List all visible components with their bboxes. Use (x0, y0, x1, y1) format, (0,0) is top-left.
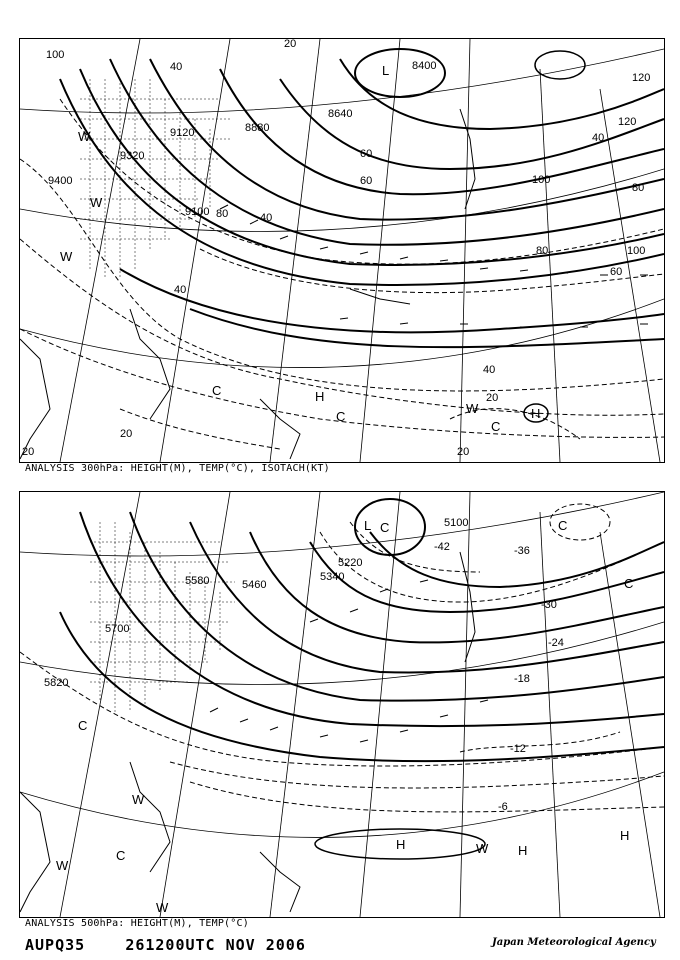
temperature-label: -18 (514, 673, 530, 685)
isotach-label: 20 (120, 428, 133, 440)
coastlines (20, 552, 475, 912)
isotach-label: 60 (610, 266, 623, 278)
isotach-label: 60 (360, 148, 373, 160)
isotach-label: 40 (483, 364, 496, 376)
isotach-label: 100 (46, 49, 65, 61)
pressure-system-marker: L (364, 518, 372, 533)
caption-500hpa: ANALYSIS 500hPa: HEIGHT(M), TEMP(°C) (25, 918, 249, 929)
temperature-hatch (80, 79, 230, 279)
height-label: 5700 (105, 623, 130, 635)
isotach-label: 20 (22, 446, 35, 458)
product-id: AUPQ35 (25, 936, 86, 954)
isotach-label: 20 (284, 39, 297, 50)
isotach-label: 40 (260, 212, 273, 224)
pressure-system-marker: C (558, 518, 568, 533)
wind-barbs (220, 205, 648, 327)
temperature-label: -30 (541, 599, 557, 611)
pressure-system-marker: W (90, 195, 103, 210)
isotach-label: 40 (174, 284, 187, 296)
height-label: 5820 (44, 677, 69, 689)
height-label-group (48, 60, 436, 218)
isotach-label: 60 (360, 175, 373, 187)
caption-300hpa: ANALYSIS 300hPa: HEIGHT(M), TEMP(°C), ISOTACH(KT) (25, 463, 330, 474)
isotach-label: 80 (632, 182, 645, 194)
temperature-label: -12 (510, 743, 526, 755)
isotach-label: 100 (532, 174, 551, 186)
pressure-system-marker: W (476, 841, 489, 856)
map-500hpa-canvas (20, 492, 664, 917)
product-header (25, 936, 306, 954)
height-label: 5340 (320, 571, 345, 583)
isotach-label: 80 (536, 245, 549, 257)
height-label: 5580 (185, 575, 210, 587)
chart-300hpa (19, 38, 665, 463)
height-label: 5100 (444, 517, 469, 529)
isotach-label: 80 (216, 208, 229, 220)
temperature-label: -24 (548, 637, 564, 649)
pressure-system-marker: C (116, 848, 126, 863)
pressure-system-marker: C (78, 718, 88, 733)
height-contours (60, 512, 664, 761)
height-label: 9120 (170, 127, 195, 139)
valid-time: 261200UTC NOV 2006 (125, 936, 306, 954)
temperature-label: -6 (498, 801, 508, 813)
isotach-label: 40 (170, 61, 183, 73)
isotach-label: 100 (627, 245, 646, 257)
pressure-system-marker: C (491, 419, 501, 434)
wind-barbs (210, 580, 488, 742)
isotach-label: 120 (632, 72, 651, 84)
isotach-label: 40 (592, 132, 605, 144)
height-label: 9100 (185, 206, 210, 218)
pressure-system-marker: C (380, 520, 390, 535)
pressure-system-marker: L (382, 63, 390, 78)
pressure-system-marker: W (56, 858, 69, 873)
pressure-system-marker: W (132, 792, 145, 807)
height-label: 5460 (242, 579, 267, 591)
pressure-system-marker: H (518, 843, 528, 858)
pressure-system-marker: H (620, 828, 630, 843)
pressure-system-marker: C (336, 409, 346, 424)
pressure-system-marker: H (396, 837, 406, 852)
isotach-label: 120 (618, 116, 637, 128)
pressure-system-marker: W (466, 401, 479, 416)
isotach-label-group (22, 39, 650, 458)
pressure-system-marker: W (78, 129, 91, 144)
chart-500hpa (19, 491, 665, 918)
isotach-label: 20 (486, 392, 499, 404)
pressure-system-marker: C (212, 383, 222, 398)
height-label: 8880 (245, 122, 270, 134)
height-label: 8640 (328, 108, 353, 120)
height-label: 5220 (338, 557, 363, 569)
pressure-system-marker: W (156, 900, 169, 915)
pressure-system-marker: C (624, 576, 634, 591)
height-contours (60, 59, 664, 347)
isotach-label: 20 (457, 446, 470, 458)
pressure-system-marker: H (531, 406, 541, 421)
height-label: 8400 (412, 60, 437, 72)
pressure-system-marker: W (60, 249, 73, 264)
agency-credit: Japan Meteorological Agency (492, 937, 656, 948)
pressure-system-marker: H (315, 389, 325, 404)
map-300hpa-canvas (20, 39, 664, 462)
height-label: 9320 (120, 150, 145, 162)
graticule (20, 39, 664, 462)
temperature-label: -42 (434, 541, 450, 553)
temperature-label: -36 (514, 545, 530, 557)
height-label: 9400 (48, 175, 73, 187)
